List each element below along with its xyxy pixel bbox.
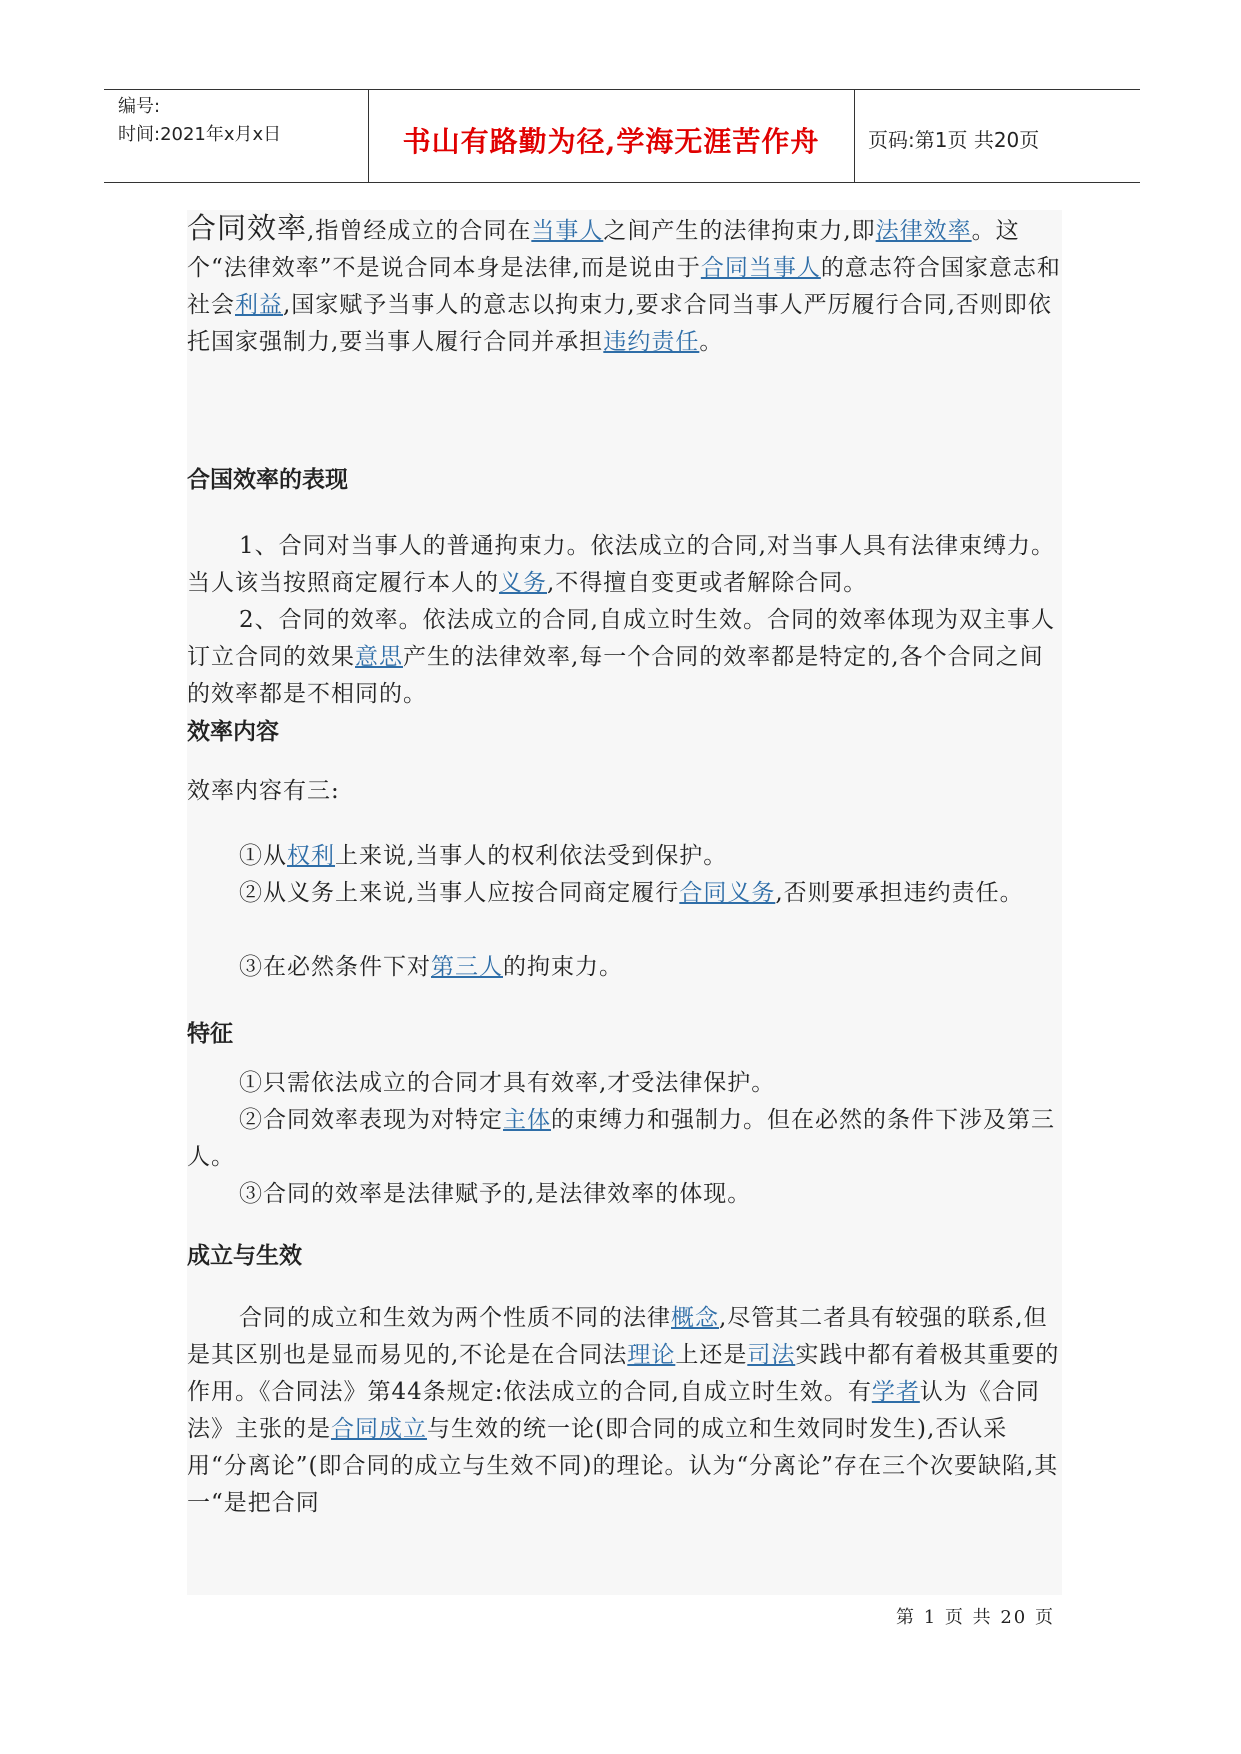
content-item-2: ②从义务上来说,当事人应按合同商定履行合同义务,否则要承担违约责任。 — [239, 880, 1024, 906]
time-label: 时间:2021年x月x日 — [118, 124, 282, 145]
section-title-formation: 成立与生效 — [187, 1243, 302, 1269]
link-weiyue-zeren[interactable]: 违约责任 — [603, 329, 700, 355]
section-title-content: 效率内容 — [187, 719, 279, 745]
link-disanren[interactable]: 第三人 — [431, 954, 503, 980]
page-footer: 第 1 页 共 20 页 — [896, 1607, 1055, 1628]
section-title-performance: 合国效率的表现 — [187, 467, 348, 493]
link-xuezhe[interactable]: 学者 — [871, 1379, 920, 1405]
link-hetong-yiwu[interactable]: 合同义务 — [679, 880, 776, 906]
page-code: 页码:第1页 共20页 — [868, 128, 1040, 152]
link-dangshiren[interactable]: 当事人 — [531, 218, 604, 244]
performance-item-1: 1、合同对当事人的普通拘束力。依法成立的合同,对当事人具有法律束缚力。当人该当按照商定履行本人的义务,不得擅自变更或者解除合同。 — [187, 533, 1055, 596]
link-gainian[interactable]: 概念 — [671, 1305, 719, 1331]
link-liyi[interactable]: 利益 — [235, 292, 283, 318]
link-lilun[interactable]: 理论 — [627, 1342, 676, 1368]
performance-item-2: 2、合同的效率。依法成立的合同,自成立时生效。合同的效率体现为双主事人订立合同的效果意思产生的法律效率,每一个合同的效率都是特定的,各个合同之间的效率都是不相同的。 — [187, 607, 1055, 707]
content-intro: 效率内容有三: — [187, 778, 340, 804]
header-middle-cell — [368, 90, 855, 182]
link-zhuti[interactable]: 主体 — [503, 1107, 551, 1133]
header-left-cell — [104, 90, 369, 182]
link-yiwu[interactable]: 义务 — [499, 570, 547, 596]
link-hetong-dangshiren[interactable]: 合同当事人 — [700, 255, 821, 281]
link-falv-xiaolv[interactable]: 法律效率 — [875, 218, 972, 244]
number-label: 编号: — [118, 96, 161, 117]
motto: 书山有路勤为径,学海无涯苦作舟 — [402, 125, 820, 158]
intro-paragraph: 合同效率,指曾经成立的合同在当事人之间产生的法律拘束力,即法律效率。这个“法律效率”不是说合同本身是法律,而是说由于合同当事人的意志符合国家意志和社会利益,国家赋予当事人的意志以拘束力,要求合同当事人严厉履行合同,否则即依托国家强制力,要当事人履行合同并承担违约责任。 — [187, 211, 1061, 355]
section-title-features: 特征 — [187, 1021, 233, 1047]
formation-paragraph: 合同的成立和生效为两个性质不同的法律概念,尽管其二者具有较强的联系,但是其区别也是显而易见的,不论是在合同法理论上还是司法实践中都有着极其重要的作用。《合同法》第44条规定:依法成立的合同,自成立时生效。有学者认为《合同法》主张的是合同成立与生效的统一论(即合同的成立和生效同时发生),否认采用“分离论”(即合同的成立与生效不同)的理论。认为“分离论”存在三个次要缺陷,其一“是把合同 — [187, 1305, 1060, 1516]
header-right-cell — [854, 90, 1140, 182]
document-body — [187, 210, 1062, 1595]
content-item-1: ①从权利上来说,当事人的权利依法受到保护。 — [239, 843, 728, 869]
feature-item-2: ②合同效率表现为对特定主体的束缚力和强制力。但在必然的条件下涉及第三人。 — [187, 1107, 1055, 1170]
link-sifa[interactable]: 司法 — [747, 1342, 796, 1368]
intro-lead: 合同效率 — [187, 211, 308, 245]
header-table — [104, 89, 1140, 183]
feature-item-1: ①只需依法成立的合同才具有效率,才受法律保护。 — [239, 1070, 776, 1096]
feature-item-3: ③合同的效率是法律赋予的,是法律效率的体现。 — [239, 1181, 752, 1207]
link-yisi[interactable]: 意思 — [355, 644, 403, 670]
content-item-3: ③在必然条件下对第三人的拘束力。 — [239, 954, 623, 980]
link-quanli[interactable]: 权利 — [287, 843, 335, 869]
link-hetong-chengli[interactable]: 合同成立 — [331, 1416, 427, 1442]
